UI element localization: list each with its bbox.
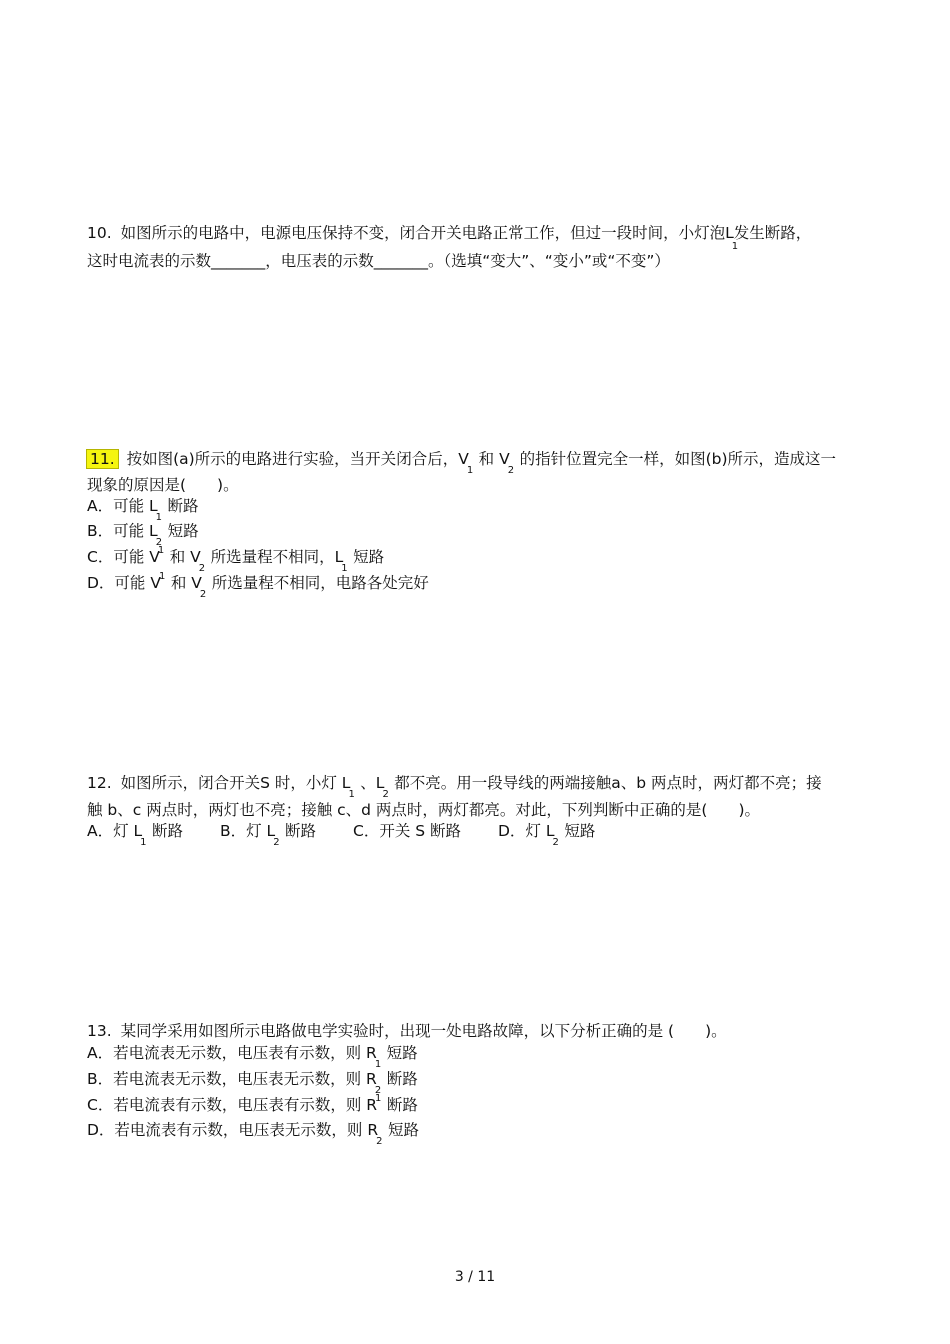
q12-options: A．灯 L1 断路 B．灯 L2 断路 C．开关 S 断路 D．灯 L2 短路 [87,822,596,848]
q13-option-b: B．若电流表无示数，电压表无示数，则 R2 断路 [87,1070,418,1096]
q12-text-b: 都不亮。用一段导线的两端接触a、b 两点时，两灯都不亮；接 [394,774,822,792]
q12-option-c: C．开关 S 断路 [353,822,462,840]
page-number: 3 / 11 [454,1269,496,1285]
q12-option-a-suffix: 断路 [152,822,184,840]
q10-line1: 10. 如图所示的电路中，电源电压保持不变，闭合开关电路正常工作，但过一段时间，小灯泡L1发生断路， [87,224,812,252]
q12-option-b-suffix: 断路 [285,822,317,840]
q13-option-b-suffix: 断路 [386,1070,418,1088]
q11-option-a-prefix: A．可能 L [87,497,158,515]
q11-option-c-mid2: 所选量程不相同，L [210,548,344,566]
q10-lamp-label: L [725,224,734,242]
q11-text-b: 的指针位置完全一样，如图(b)所示，造成这一 [519,450,837,468]
q11-option-c-mid: 和 V [169,548,201,566]
q11-option-b-suffix: 短路 [167,522,199,540]
q13-text: 某同学采用如图所示电路做电学实验时，出现一处电路故障，以下分析正确的是 ( )。 [120,1022,727,1040]
q11-option-a-suffix: 断路 [167,497,199,515]
q12-line1: 12. 如图所示，闭合开关S 时，小灯 L1 、L2 都不亮。用一段导线的两端接触a、b 两点时，两灯都不亮；接 [87,774,822,800]
q11-option-a: A．可能 L1 断路 [87,497,199,523]
q10-text-b: 发生断路， [733,224,812,242]
q12-option-b-prefix: B．灯 L [219,822,276,840]
q13-line1 [87,1020,727,1042]
q11-option-b: B．可能 L2 短路 [87,522,199,548]
q11-option-d-mid: 和 V [170,574,202,592]
q10-line2: 这时电流表的示数_______，电压表的示数_______。（选填“变大”、“变小”或“不变”） [87,252,670,270]
q13-option-a: A．若电流表无示数，电压表有示数，则 R1 短路 [87,1044,418,1070]
q10-number: 10. [87,224,112,242]
q13-option-d: D．若电流表有示数，电压表无示数，则 R2 短路 [87,1121,420,1147]
q13-option-c-suffix: 断路 [386,1096,418,1114]
q11-option-c: C．可能 V1 和 V2 所选量程不相同，L1 短路 [87,545,385,574]
q12-text-a: 如图所示，闭合开关S 时，小灯 L [120,774,351,792]
q11-v1: V [458,450,469,468]
q11-option-d-prefix: D．可能 V [87,574,161,592]
q11-option-b-prefix: B．可能 L [87,522,158,540]
q11-option-d-suffix: 所选量程不相同，电路各处完好 [211,574,429,592]
q12-l2: 、L [360,774,385,792]
q13-option-d-prefix: D．若电流表有示数，电压表无示数，则 R [87,1121,379,1139]
q12-number: 12. [87,774,112,792]
q13-option-b-prefix: B．若电流表无示数，电压表无示数，则 R [87,1070,377,1088]
q12-option-d-suffix: 短路 [564,822,596,840]
q13-option-a-suffix: 短路 [386,1044,418,1062]
q11-line1: 11. 按如图(a)所示的电路进行实验，当开关闭合后，V1 和 V2 的指针位置完全一样，如图(b)所示，造成这一 [87,448,836,473]
q10-text-a: 如图所示的电路中，电源电压保持不变，闭合开关电路正常工作，但过一段时间，小灯泡 [120,224,726,242]
q11-text-a: 按如图(a)所示的电路进行实验，当开关闭合后， [126,450,459,468]
q13-option-c: C．若电流表有示数，电压表有示数，则 R1 断路 [87,1093,418,1114]
q11-v2: V [499,450,510,468]
q11-option-c-prefix: C．可能 V [87,548,160,566]
q11-number: 11. [87,450,118,468]
q11-option-d: D．可能 V1 和 V2 所选量程不相同，电路各处完好 [87,571,429,600]
q12-line2: 触 b、c 两点时，两灯也不亮；接触 c、d 两点时，两灯都亮。对此，下列判断中正确的是( )。 [87,801,761,819]
q12-option-d-prefix: D．灯 L [497,822,555,840]
q13-option-d-suffix: 短路 [388,1121,420,1139]
q11-line2: 现象的原因是( )。 [87,476,239,494]
q11-and: 和 [478,450,495,468]
q13-option-c-prefix: C．若电流表有示数，电压表有示数，则 R [87,1096,378,1114]
q13-number: 13. [87,1022,112,1040]
q12-option-a-prefix: A．灯 L [87,822,143,840]
q13-option-a-prefix: A．若电流表无示数，电压表有示数，则 R [87,1044,377,1062]
q11-option-c-suffix: 短路 [353,548,385,566]
